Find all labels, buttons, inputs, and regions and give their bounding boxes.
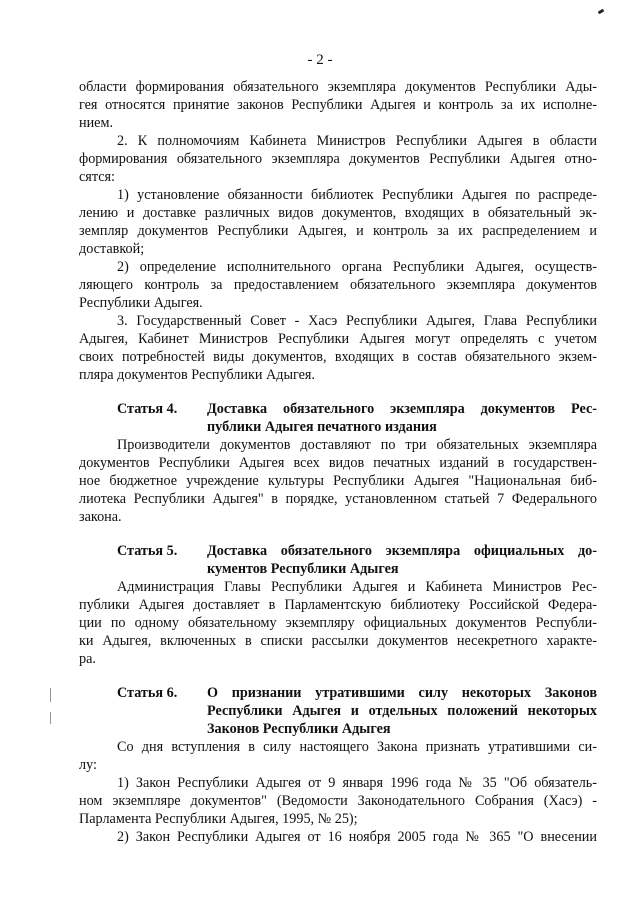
paragraph-line: закона. bbox=[79, 509, 122, 525]
paragraph-line: 3. Государственный Совет - Хасэ Республики Адыгея, Глава Республики bbox=[117, 313, 597, 329]
article-title bbox=[207, 684, 597, 738]
paragraph-line: формирования обязательного экземпляра документов Республики Адыгея отно- bbox=[79, 151, 597, 167]
paragraph-line: своих потребностей виды документов, входящих в состав обязательного экзем- bbox=[79, 349, 597, 365]
paragraph-line: Парламента Республики Адыгея, 1995, № 25); bbox=[79, 811, 358, 827]
paragraph-line: ра. bbox=[79, 651, 96, 667]
paragraph-line: доставкой; bbox=[79, 241, 145, 257]
article-number: Статья 5. bbox=[117, 543, 178, 559]
paragraph-line: области формирования обязательного экземпляра документов Республики Ады- bbox=[79, 79, 597, 95]
article-number: Статья 4. bbox=[117, 401, 178, 417]
paragraph-line: Со дня вступления в силу настоящего Закона признать утратившими си- bbox=[117, 739, 597, 755]
page-number: - 2 - bbox=[307, 52, 333, 68]
paragraph-line: ное бюджетное учреждение культуры Республики Адыгея "Национальная биб- bbox=[79, 473, 597, 489]
article-title-line: Доставка обязательного экземпляра документов Рес- bbox=[207, 401, 597, 417]
paragraph bbox=[79, 578, 597, 668]
paragraph-line: 1) Закон Республики Адыгея от 9 января 1996 года № 35 "Об обязатель- bbox=[117, 775, 597, 791]
paragraph bbox=[79, 774, 597, 828]
paragraph bbox=[79, 186, 597, 258]
article-title-line: кументов Республики Адыгея bbox=[207, 561, 399, 577]
paragraph bbox=[79, 132, 597, 186]
paragraph-line: ном экземпляре документов" (Ведомости Законодательного Собрания (Хасэ) - bbox=[79, 793, 597, 809]
paragraph-line: Производители документов доставляют по три обязательных экземпляра bbox=[117, 437, 597, 453]
paragraph-line: ки Адыгея, включенных в списки рассылки документов несекретного характе- bbox=[79, 633, 597, 649]
paragraph bbox=[79, 738, 597, 774]
paragraph-line: 2) Закон Республики Адыгея от 16 ноября 2005 года № 365 "О внесении bbox=[117, 829, 597, 845]
article-heading bbox=[79, 542, 597, 578]
paragraph-line: Адыгея, Кабинет Министров Республики Адыгея могут определять с учетом bbox=[79, 331, 597, 347]
paragraph-line: Республики Адыгея. bbox=[79, 295, 203, 311]
paragraph-line: документов Республики Адыгея всех видов печатных изданий в государствен- bbox=[79, 455, 597, 471]
paragraph-line: 1) установление обязанности библиотек Республики Адыгея по распреде- bbox=[117, 187, 597, 203]
article-number: Статья 6. bbox=[117, 685, 178, 701]
paragraph bbox=[79, 312, 597, 384]
article-title-line: Законов Республики Адыгея bbox=[207, 721, 391, 737]
paragraph-line: публики Адыгея доставляет в Парламентскую библиотеку Российской Федера- bbox=[79, 597, 597, 613]
paragraph bbox=[79, 258, 597, 312]
article-heading bbox=[79, 684, 597, 738]
paragraph-line: ляющего контроль за предоставлением обязательного экземпляра документов bbox=[79, 277, 597, 293]
paragraph bbox=[79, 436, 597, 526]
margin-tick bbox=[50, 712, 51, 724]
paragraph-line: ции по одному обязательному экземпляру официальных документов Республи- bbox=[79, 615, 597, 631]
paragraph bbox=[79, 828, 597, 846]
paragraph-line: лению и доставке различных видов документов, входящих в обязательный эк- bbox=[79, 205, 597, 221]
article-title-line: Республики Адыгея и отдельных положений некоторых bbox=[207, 703, 597, 719]
article-title bbox=[207, 542, 597, 578]
article-title-line: Доставка обязательного экземпляра официальных до- bbox=[207, 543, 597, 559]
article-title-line: О признании утратившими силу некоторых Законов bbox=[207, 685, 597, 701]
paragraph-line: лу: bbox=[79, 757, 97, 773]
article-heading bbox=[79, 400, 597, 436]
article-title bbox=[207, 400, 597, 436]
paragraph bbox=[79, 78, 597, 132]
margin-tick bbox=[50, 688, 51, 702]
paragraph-line: пляра документов Республики Адыгея. bbox=[79, 367, 315, 383]
document-body bbox=[79, 78, 597, 846]
paragraph-line: 2) определение исполнительного органа Республики Адыгея, осуществ- bbox=[117, 259, 597, 275]
paragraph-line: сятся: bbox=[79, 169, 115, 185]
paragraph-line: Администрация Главы Республики Адыгея и Кабинета Министров Рес- bbox=[117, 579, 597, 595]
article-title-line: публики Адыгея печатного издания bbox=[207, 419, 437, 435]
paragraph-line: 2. К полномочиям Кабинета Министров Республики Адыгея в области bbox=[117, 133, 597, 149]
paragraph-line: гея относятся принятие законов Республики Адыгея и контроль за их исполне- bbox=[79, 97, 597, 113]
corner-mark bbox=[598, 9, 605, 15]
paragraph-line: земпляр документов Республики Адыгея, и контроль за их распределением и bbox=[79, 223, 597, 239]
paragraph-line: нием. bbox=[79, 115, 114, 131]
paragraph-line: лиотека Республики Адыгея" в порядке, установленном статьей 7 Федерального bbox=[79, 491, 597, 507]
